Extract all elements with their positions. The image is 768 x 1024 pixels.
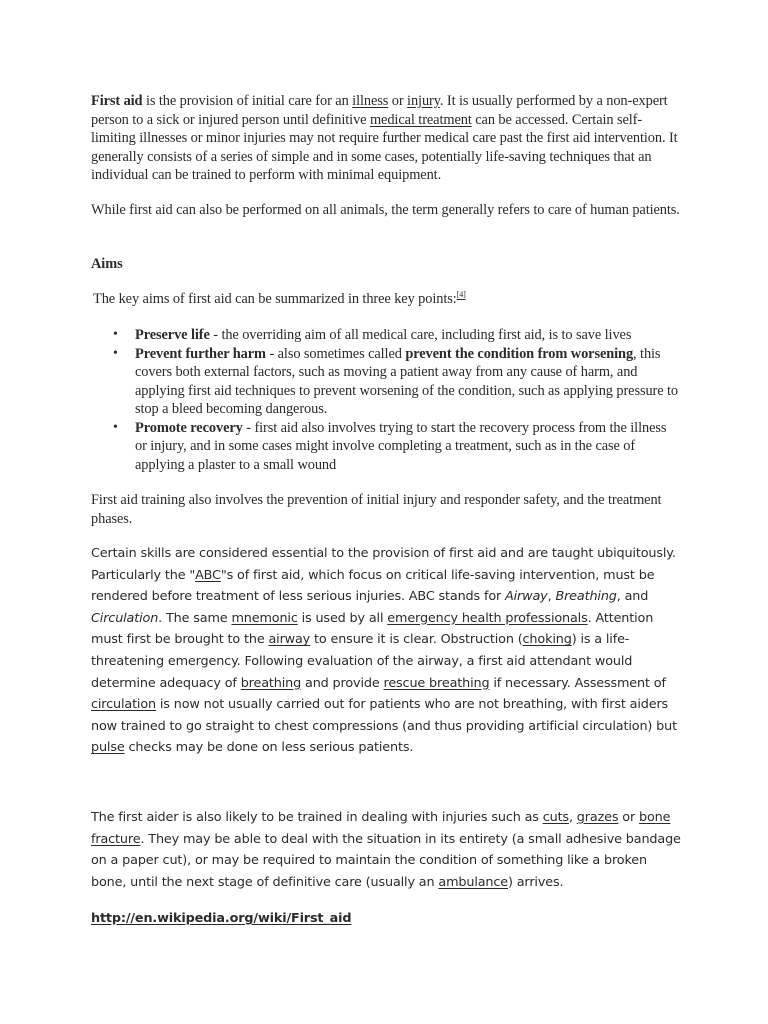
- link-abc[interactable]: ABC: [195, 567, 221, 583]
- key-aims-intro: The key aims of first aid can be summarized in three key points:[4]: [93, 290, 466, 307]
- training-paragraph: First aid training also involves the prevention of initial injury and responder safety, and the treatment phases.: [91, 492, 662, 527]
- source-paragraph: [91, 908, 351, 930]
- citation-link[interactable]: [4]: [456, 290, 466, 300]
- link-grazes[interactable]: grazes: [576, 810, 619, 825]
- source-link[interactable]: http://en.wikipedia.org/wiki/First_aid: [91, 911, 352, 926]
- link-breathing[interactable]: breathing: [240, 675, 302, 691]
- link-rescue-breathing[interactable]: rescue breathing: [383, 675, 490, 691]
- aims-heading: Aims: [91, 256, 123, 272]
- list-item: • Promote recovery - first aid also involves trying to start the recovery process from the illness or injury, and in some cases might involve completing a treatment, such as in the case of applying a plaster to a small wound: [91, 419, 681, 475]
- term-first-aid: First aid: [91, 93, 143, 109]
- animals-paragraph: While first aid can also be performed on all animals, the term generally refers to care of human patients.: [91, 202, 680, 218]
- aim-title: Promote recovery: [135, 419, 243, 436]
- link-choking[interactable]: choking: [522, 632, 572, 648]
- list-item: • Preserve life - the overriding aim of all medical care, including first aid, is to save lives: [91, 326, 681, 345]
- list-item: • Prevent further harm - also sometimes called prevent the condition from worsening, this covers both external factors, such as moving a patient away from any cause of harm, and applying first aid techniques to prevent worsening of the condition, such as applying pressure to stop a bleed becoming dangerous.: [91, 345, 681, 419]
- link-cuts[interactable]: cuts: [542, 810, 569, 825]
- link-illness[interactable]: illness: [352, 93, 389, 109]
- link-pulse[interactable]: pulse: [91, 740, 125, 756]
- link-emergency-health-professionals[interactable]: emergency health professionals: [387, 610, 588, 626]
- link-mnemonic[interactable]: mnemonic: [231, 610, 298, 626]
- link-bone-fracture[interactable]: bone fracture: [91, 810, 671, 847]
- intro-paragraph: First aid is the provision of initial care for an illness or injury. It is usually performed by a non-expert person to a sick or injured person until definitive medical treatment can be accessed. Certain self-limiting illnesses or minor injuries may not require further medical care past the first aid intervention. It generally consists of a series of simple and in some cases, potentially life-saving techniques that an individual can be trained to perform with minimal equipment.: [91, 93, 678, 183]
- link-injury[interactable]: injury: [407, 93, 440, 109]
- link-circulation[interactable]: circulation: [91, 697, 156, 713]
- link-medical-treatment[interactable]: medical treatment: [369, 111, 472, 128]
- link-ambulance[interactable]: ambulance: [438, 874, 508, 890]
- skills-paragraph: Certain skills are considered essential to the provision of first aid and are taught ubiquitously. Particularly the "ABC"s of first aid, which focus on critical life-saving intervention, must be rendered before treatment of less serious injuries. ABC stands for Airway, Breathing, and Circulation. The same mnemonic is used by all emergency health professionals. Attention must first be brought to the airway to ensure it is clear. Obstruction (choking) is a life-threatening emergency. Following evaluation of the airway, a first aid attendant would determine adequacy of breathing and provide rescue breathing if necessary. Assessment of circulation is now not usually carried out for patients who are not breathing, with first aiders now trained to go straight to chest compressions (and thus providing artificial circulation) but pulse checks may be done on less serious patients.: [91, 546, 677, 756]
- aim-title: Preserve life: [135, 327, 210, 343]
- link-airway[interactable]: airway: [268, 632, 311, 648]
- aims-list: [91, 326, 681, 474]
- first-aider-paragraph: The first aider is also likely to be trained in dealing with injuries such as cuts, grazes or bone fracture. They may be able to deal with the situation in its entirety (a small adhesive bandage on a paper cut), or may be required to maintain the condition of something like a broken bone, until the next stage of definitive care (usually an ambulance) arrives.: [91, 810, 681, 890]
- aim-title: Prevent further harm: [135, 345, 266, 362]
